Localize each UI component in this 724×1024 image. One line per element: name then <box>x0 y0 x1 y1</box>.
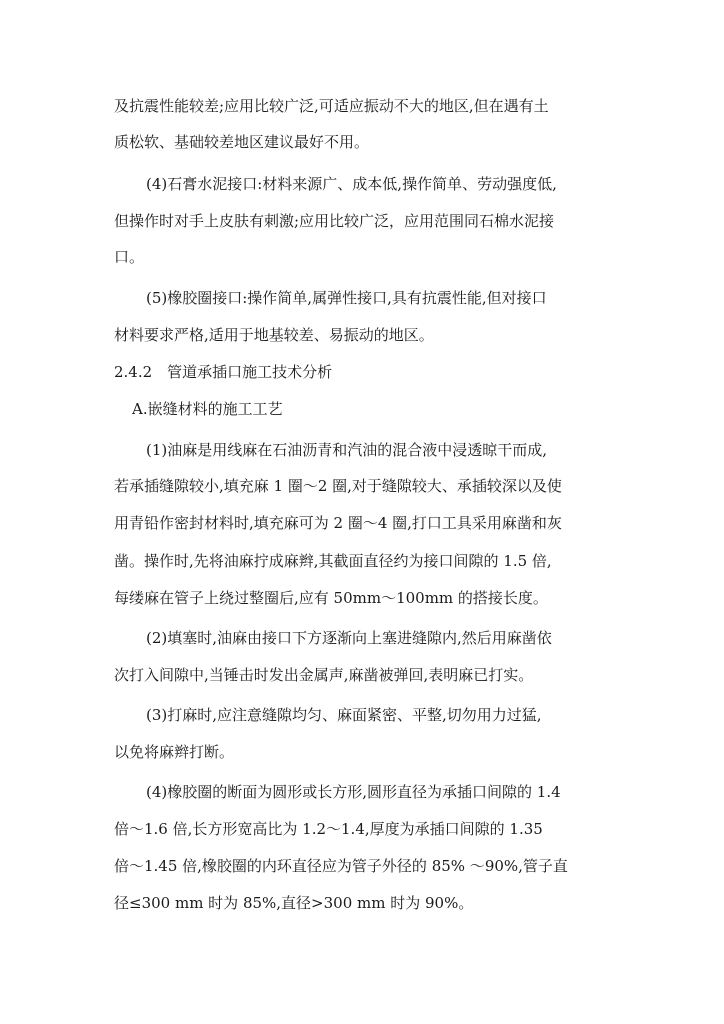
text-line: 凿。操作时,先将油麻拧成麻辫,其截面直径约为接口间隙的 1.5 倍, <box>114 552 552 570</box>
text-line: 及抗震性能较差;应用比较广泛,可适应振动不大的地区,但在遇有土 <box>114 97 549 115</box>
text-line: 以免将麻辫打断。 <box>114 743 235 761</box>
paragraph-start-line: (2)填塞时,油麻由接口下方逐渐向上塞进缝隙内,然后用麻凿依 <box>146 629 552 647</box>
text-line: 每缕麻在管子上绕过整圈后,应有 50mm～100mm 的搭接长度。 <box>114 589 548 607</box>
paragraph-start-line: (4)橡胶圈的断面为圆形或长方形,圆形直径为承插口间隙的 1.4 <box>146 783 561 801</box>
section-heading: 2.4.2 管道承插口施工技术分析 <box>114 363 333 381</box>
paragraph-start-line: (1)油麻是用线麻在石油沥青和汽油的混合液中浸透晾干而成, <box>146 441 548 459</box>
paragraph-start-line: (4)石膏水泥接口:材料来源广、成本低,操作简单、劳动强度低, <box>146 175 557 193</box>
text-line: 次打入间隙中,当锤击时发出金属声,麻凿被弹回,表明麻已打实。 <box>114 666 534 684</box>
text-line: 径≤300 mm 时为 85%,直径>300 mm 时为 90%。 <box>114 894 474 912</box>
text-line: 倍～1.6 倍,长方形宽高比为 1.2～1.4,厚度为承插口间隙的 1.35 <box>114 820 543 838</box>
text-line: 材料要求严格,适用于地基较差、易振动的地区。 <box>114 326 434 344</box>
text-line: 用青铅作密封材料时,填充麻可为 2 圈～4 圈,打口工具采用麻凿和灰 <box>114 514 562 532</box>
text-line: 质松软、基础较差地区建议最好不用。 <box>114 133 370 151</box>
text-line: 倍～1.45 倍,橡胶圈的内环直径应为管子外径的 85% ～90%,管子直 <box>114 857 568 875</box>
paragraph-start-line: (5)橡胶圈接口:操作简单,属弹性接口,具有抗震性能,但对接口 <box>146 289 547 307</box>
text-line: 但操作时对手上皮肤有刺激;应用比较广泛，应用范围同石棉水泥接 <box>114 212 555 230</box>
text-line: 口。 <box>114 248 145 266</box>
subsection-heading: A.嵌缝材料的施工工艺 <box>132 400 283 418</box>
paragraph-start-line: (3)打麻时,应注意缝隙均匀、麻面紧密、平整,切勿用力过猛, <box>146 706 542 724</box>
text-line: 若承插缝隙较小,填充麻 1 圈～2 圈,对于缝隙较大、承插较深以及使 <box>114 477 562 495</box>
